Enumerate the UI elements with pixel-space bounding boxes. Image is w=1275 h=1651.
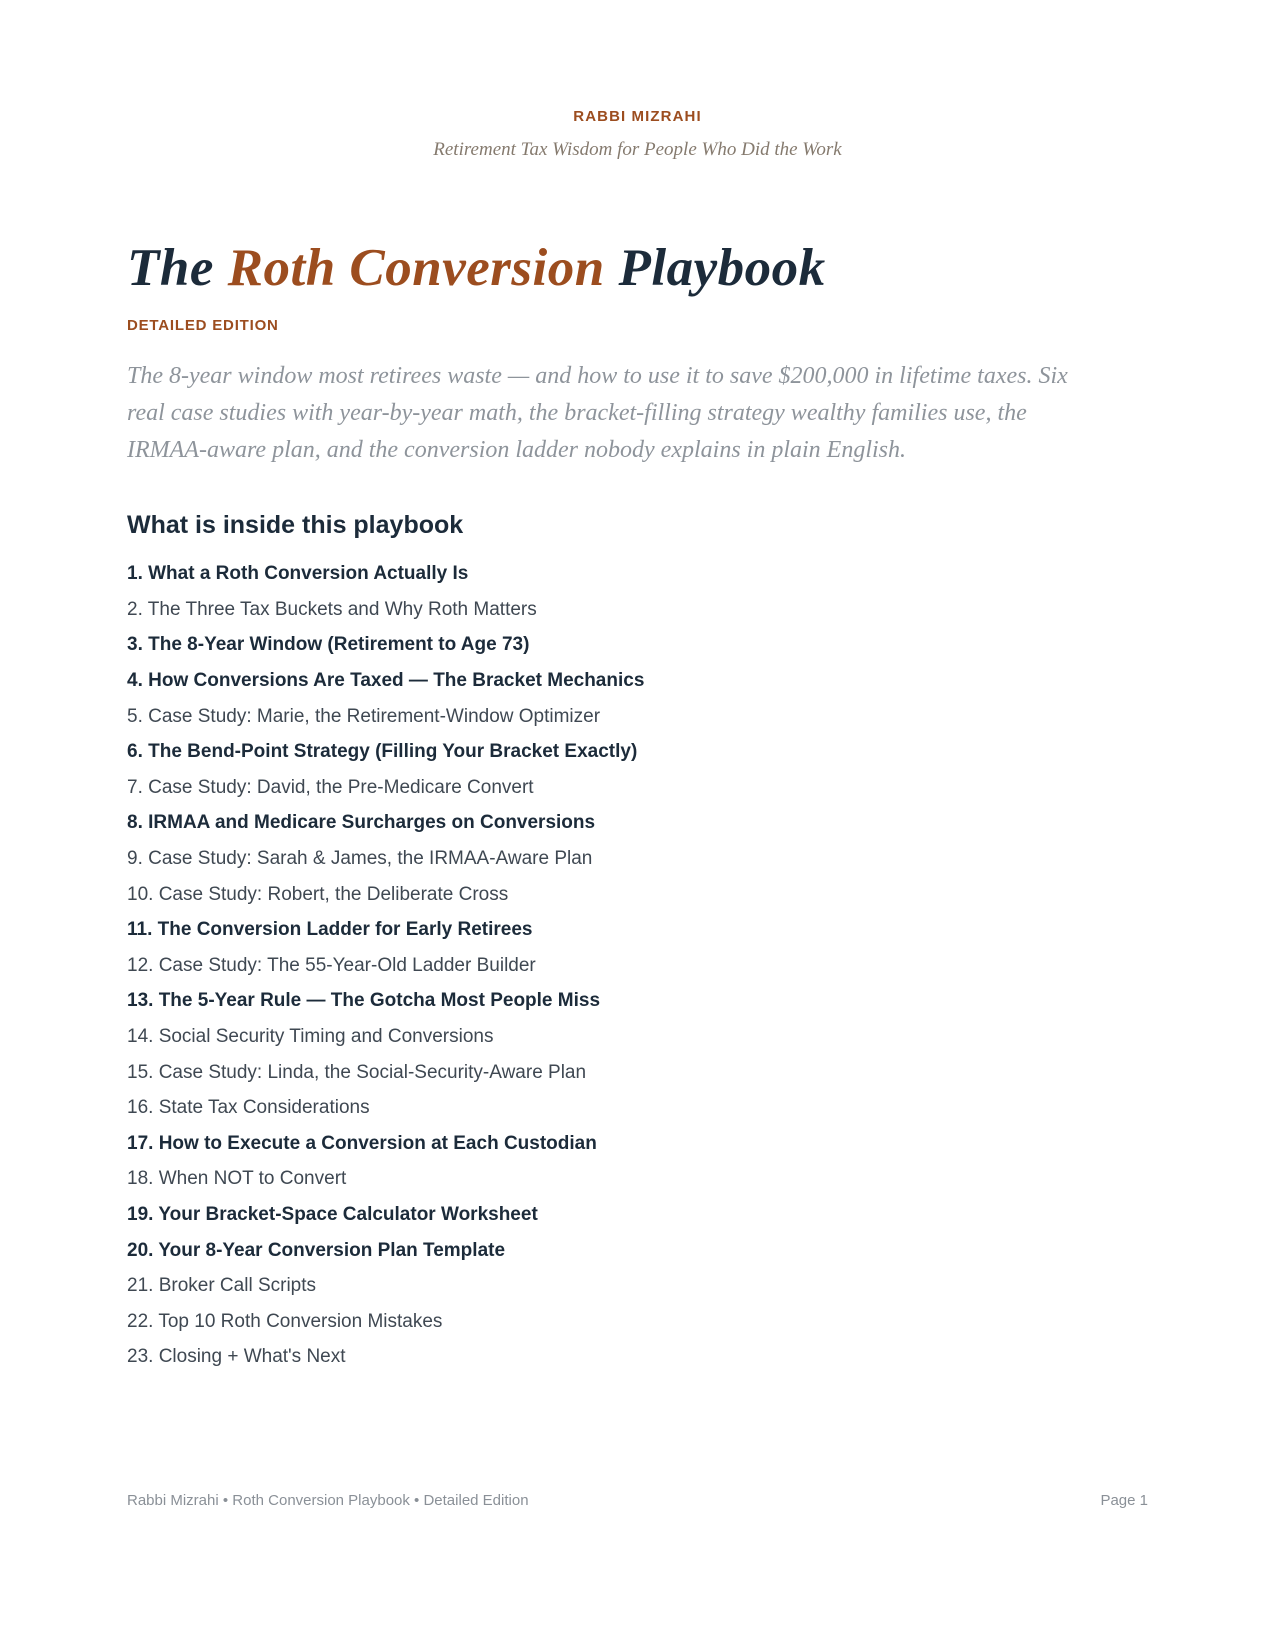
title-segment-the: The [127,239,228,297]
toc-item: 19. Your Bracket-Space Calculator Worksheet [127,1203,538,1225]
footer-page-number: Page 1 [1100,1492,1148,1509]
toc-item: 6. The Bend-Point Strategy (Filling Your Bracket Exactly) [127,741,638,763]
toc-item: 22. Top 10 Roth Conversion Mistakes [127,1310,443,1332]
subtitle-paragraph: The 8-year window most retirees waste — and how to use it to save $200,000 in lifetime taxes. Six real case studies with year-by-year math, the bracket-filling strategy wealthy families use, the IRMAA-aware plan, and the conversion ladder nobody explains in plain English. [127,363,1068,464]
brand-name: RABBI MIZRAHI [573,108,702,125]
toc-item: 5. Case Study: Marie, the Retirement-Window Optimizer [127,705,601,727]
footer-breadcrumb: Rabbi Mizrahi • Roth Conversion Playbook • Detailed Edition [127,1492,529,1509]
toc-section [127,511,1148,1375]
page-title [127,239,1148,297]
toc-item: 4. How Conversions Are Taxed — The Bracket Mechanics [127,670,645,692]
toc-item: 8. IRMAA and Medicare Surcharges on Conversions [127,812,596,834]
toc-item: 7. Case Study: David, the Pre-Medicare Convert [127,776,534,798]
toc-heading: What is inside this playbook [127,511,464,540]
toc-list [127,556,1148,1375]
toc-item: 12. Case Study: The 55-Year-Old Ladder Builder [127,954,536,976]
brand-tagline: Retirement Tax Wisdom for People Who Did the Work [433,139,842,160]
toc-item: 3. The 8-Year Window (Retirement to Age 73) [127,634,530,656]
toc-item: 2. The Three Tax Buckets and Why Roth Matters [127,598,537,620]
toc-item: 13. The 5-Year Rule — The Gotcha Most People Miss [127,990,601,1012]
toc-item: 18. When NOT to Convert [127,1168,347,1190]
toc-item: 15. Case Study: Linda, the Social-Security-Aware Plan [127,1061,587,1083]
toc-item: 17. How to Execute a Conversion at Each Custodian [127,1132,597,1154]
page-footer [127,1492,1148,1509]
edition-label: DETAILED EDITION [127,317,279,335]
toc-item: 11. The Conversion Ladder for Early Retirees [127,919,533,941]
title-segment-playbook: Playbook [604,239,826,297]
toc-item: 23. Closing + What's Next [127,1346,346,1368]
toc-item: 14. Social Security Timing and Conversions [127,1026,494,1048]
title-segment-roth-conversion: Roth Conversion [227,239,605,297]
toc-item: 16. State Tax Considerations [127,1097,370,1119]
toc-item: 10. Case Study: Robert, the Deliberate Cross [127,883,509,905]
toc-item: 21. Broker Call Scripts [127,1275,317,1297]
masthead [127,108,1148,161]
toc-item: 20. Your 8-Year Conversion Plan Template [127,1239,506,1261]
toc-item: 9. Case Study: Sarah & James, the IRMAA-Aware Plan [127,848,593,870]
toc-item: 1. What a Roth Conversion Actually Is [127,563,469,585]
